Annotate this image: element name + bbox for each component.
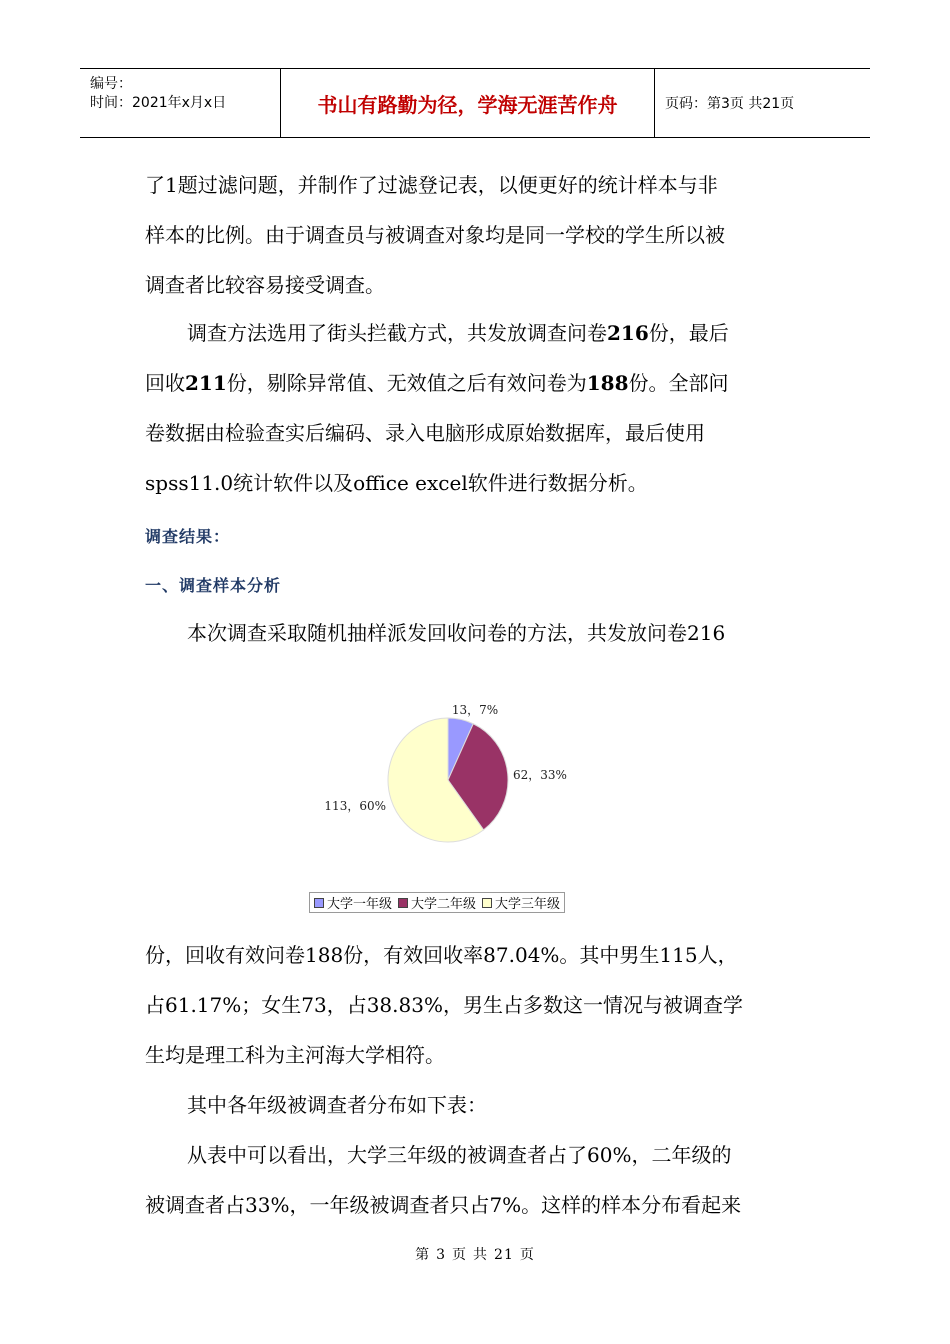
pie-svg (300, 690, 600, 890)
legend-swatch (314, 898, 324, 908)
legend-label: 大学二年级 (411, 897, 477, 912)
paragraph-distribution-intro (145, 1080, 810, 1130)
footer-text: 页 (519, 1247, 535, 1263)
page-header (80, 68, 870, 138)
chart-legend (309, 892, 565, 913)
legend-label: 大学一年级 (327, 897, 393, 912)
text-line: 了1题过滤问题，并制作了过滤登记表，以便更好的统计样本与非 (145, 173, 718, 197)
pie-data-label: 13，7% (451, 703, 499, 717)
serial-label: 编号： (90, 76, 132, 92)
grade-pie-chart (300, 690, 600, 920)
header-meta (80, 69, 281, 137)
legend-swatch (482, 898, 492, 908)
text-line: 卷数据由检验查实后编码、录入电脑形成原始数据库，最后使用 (145, 421, 705, 445)
header-motto: 书山有路勤为径，学海无涯苦作舟 (281, 69, 655, 137)
legend-swatch (398, 898, 408, 908)
header-page-info: 页码：第3页 共21页 (665, 96, 795, 112)
pie-data-label: 62，33% (513, 768, 567, 782)
returned-count: 211 (185, 371, 227, 395)
text-line (145, 358, 810, 408)
text-run: 调查方法选用了街头拦截方式，共发放调查问卷 (187, 321, 607, 345)
text-line (145, 308, 810, 358)
text-run: 份。全部问 (628, 371, 729, 395)
text-line: 从表中可以看出，大学三年级的被调查者占了60%，二年级的 (187, 1143, 732, 1167)
text-line: 调查者比较容易接受调查。 (145, 273, 385, 297)
footer-text: 第 (415, 1247, 431, 1263)
paragraph-sampling (145, 608, 810, 658)
legend-item (398, 893, 476, 912)
paragraph-distribution (145, 1130, 810, 1230)
footer-text: 共 (473, 1247, 489, 1263)
text-line: 样本的比例。由于调查员与被调查对象均是同一学校的学生所以被 (145, 223, 725, 247)
legend-item (482, 893, 560, 912)
valid-count: 188 (586, 371, 629, 395)
time-label: 时间：2021年x月x日 (90, 95, 227, 111)
footer-page-number: 3 (436, 1247, 447, 1263)
section-heading-sample-analysis: 一、调查样本分析 (145, 576, 282, 595)
section-heading-results: 调查结果： (145, 527, 231, 546)
footer-text: 页 (452, 1247, 468, 1263)
pie-data-label: 113，60% (324, 799, 386, 813)
text-run: 份，剔除异常值、无效值之后有效问卷为 (226, 371, 587, 395)
text-line: 生均是理工科为主河海大学相符。 (145, 1043, 445, 1067)
text-line: 占61.17%；女生73，占38.83%，男生占多数这一情况与被调查学 (145, 993, 743, 1017)
text-line: 份，回收有效问卷188份，有效回收率87.04%。其中男生115人， (145, 943, 738, 967)
paragraph-filter (145, 160, 810, 310)
text-line: spss11.0统计软件以及office excel软件进行数据分析。 (145, 471, 648, 495)
page-footer (0, 1244, 950, 1264)
paragraph-returns (145, 930, 810, 1080)
text-line: 其中各年级被调查者分布如下表： (187, 1093, 487, 1117)
legend-label: 大学三年级 (495, 897, 561, 912)
text-run: 份，最后 (648, 321, 729, 345)
paragraph-method (145, 308, 810, 508)
footer-total-pages: 21 (494, 1247, 514, 1263)
legend-item (314, 893, 392, 912)
text-line: 本次调查采取随机抽样派发回收问卷的方法，共发放问卷216 (187, 621, 726, 645)
text-line: 被调查者占33%，一年级被调查者只占7%。这样的样本分布看起来 (145, 1193, 742, 1217)
text-run: 回收 (145, 371, 185, 395)
issued-count: 216 (607, 321, 649, 345)
